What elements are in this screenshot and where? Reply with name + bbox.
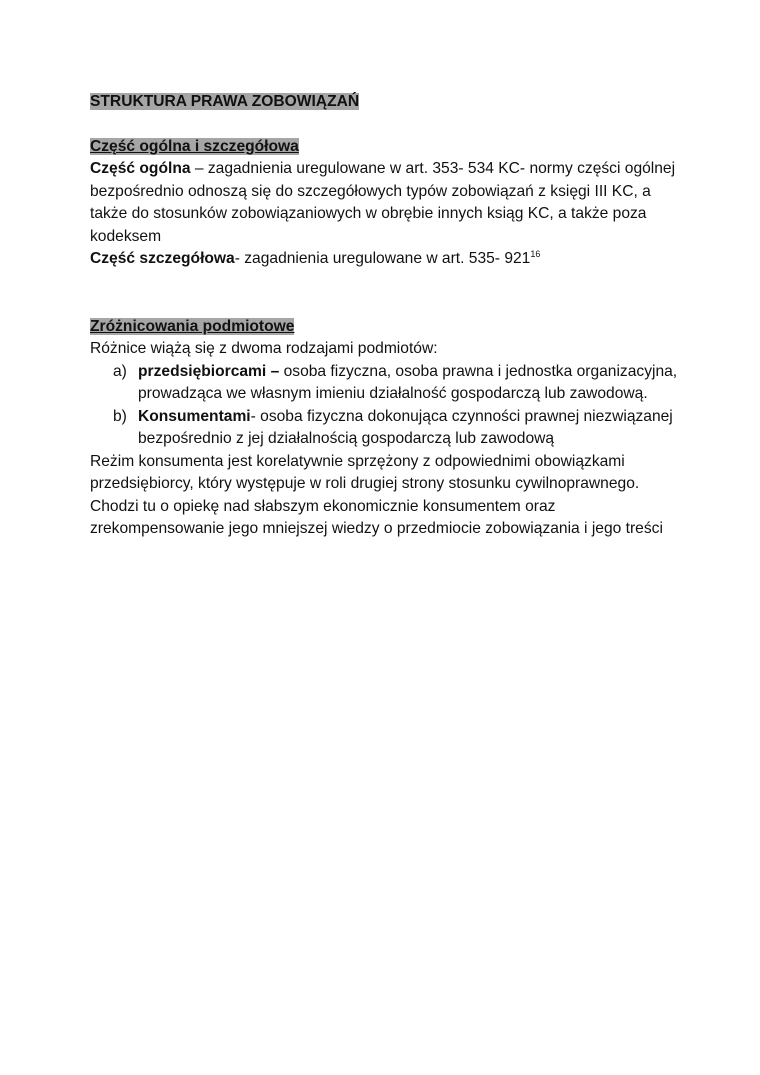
section-heading-text: Część ogólna i szczegółowa: [90, 137, 299, 155]
list-item-text: osoba fizyczna, osoba prawna i jednostka organizacyjna, prowadząca we własnym imieniu działalność gospodarczą lub zawodową.: [138, 362, 678, 402]
paragraph-general-part: [90, 158, 690, 248]
list-item-term: przedsiębiorcami –: [138, 362, 280, 380]
document-page: [90, 91, 690, 541]
paragraph-specific-part: [90, 248, 690, 271]
paragraph-intro: Różnice wiążą się z dwoma rodzajami podmiotów:: [90, 340, 438, 357]
general-part-term: Część ogólna: [90, 160, 191, 177]
specific-part-text: - zagadnienia uregulowane w art. 535- 921: [234, 250, 531, 267]
section-heading-subjects: [90, 316, 690, 339]
paragraph-closing: Reżim konsumenta jest korelatywnie sprzężony z odpowiednimi obowiązkami przedsiębiorcy, który występuje w roli drugiej strony stosunku cywilnoprawnego. Chodzi tu o opiekę nad słabszym ekonomicznie konsumentem oraz zrekompensowanie jego mniejszej wiedzy o przedmiocie zobowiązania i jego treści: [90, 452, 663, 537]
document-title: [90, 91, 690, 114]
spacer: [90, 271, 690, 316]
spacer: [90, 114, 690, 136]
list-item: [90, 361, 690, 406]
list-item: [90, 406, 690, 451]
subjects-list: [90, 361, 690, 451]
list-marker: b): [113, 407, 127, 425]
general-part-text: – zagadnienia uregulowane w art. 353- 534 KC- normy części ogólnej bezpośrednio odnoszą się do szczegółowych typów zobowiązań z księgi III KC, a także do stosunków zobowiązaniowych w obrębie innych ksiąg KC, a także poza kodeksem: [90, 160, 676, 245]
section-heading-text: Zróżnicowania podmiotowe: [90, 317, 295, 335]
specific-part-term: Część szczegółowa: [90, 250, 235, 267]
list-marker: a): [113, 362, 127, 380]
footnote-reference: 16: [530, 248, 541, 259]
section-heading-general-specific: [90, 136, 690, 159]
list-item-term: Konsumentami: [138, 407, 251, 425]
document-title-text: STRUKTURA PRAWA ZOBOWIĄZAŃ: [90, 93, 360, 110]
list-item-text: - osoba fizyczna dokonująca czynności prawnej niezwiązanej bezpośrednio z jej działalnością gospodarczą lub zawodową: [138, 407, 673, 447]
